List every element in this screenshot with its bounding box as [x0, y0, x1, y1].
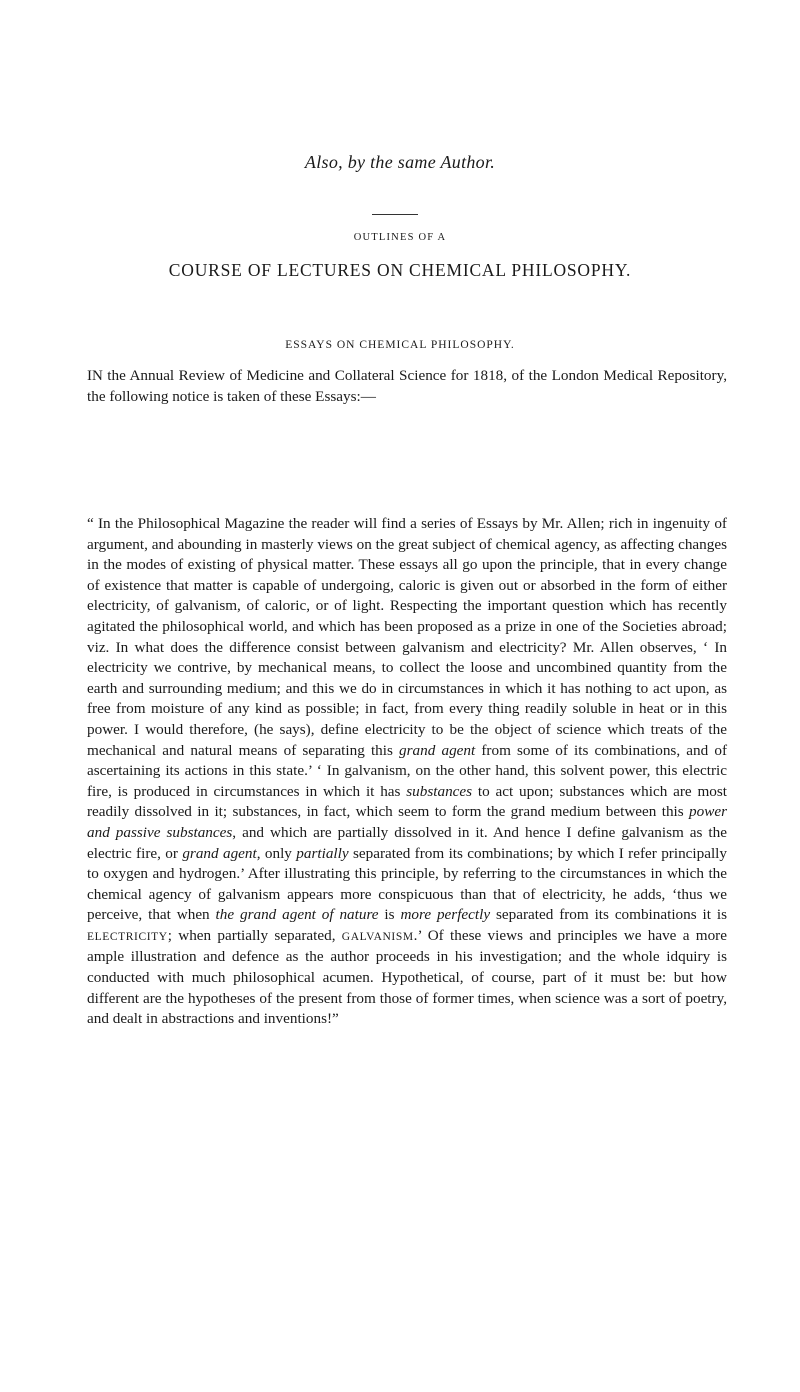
- quote-emphasis: grand agent: [182, 844, 257, 862]
- intro-paragraph: [87, 366, 727, 407]
- quote-emphasis: more perfectly: [400, 906, 491, 924]
- intro-first-word: IN: [87, 368, 103, 384]
- outlines-heading: OUTLINES OF A: [353, 232, 447, 243]
- quote-emphasis: power and passive substances: [87, 803, 727, 841]
- divider-rule: [372, 214, 418, 215]
- quote-small-caps: ELECTRICITY: [87, 930, 168, 943]
- quote-segment: ; when partially separated,: [167, 926, 342, 944]
- quote-segment: is: [378, 906, 401, 924]
- essays-heading: ESSAYS ON CHEMICAL PHILOSOPHY.: [285, 339, 515, 351]
- quote-emphasis: partially: [296, 844, 349, 862]
- quote-segment: “ In the Philosophical Magazine the reader will find a series of Essays by Mr. Allen; rich in ingenuity of argument, and abounding in masterly views on the great subject of chemical agency, as affecting changes in the modes of existing of physical matter. These essays all go upon the principle, that in every change of existence that matter is capable of undergoing, caloric is given out or absorbed in the form of either electricity, of galvanism, of caloric, or of light. Respecting the important question which has recently agitated the philosophical world, and which has been proposed as a prize in one of the Societies abroad; viz. In what does the difference consist between galvanism and electricity? Mr. Allen observes, ‘ In electricity we contrive, by mechanical means, to collect the loose and uncombined quantity from the earth and surrounding medium; and this we do in circumstances in which it has nothing to act upon, as free from moisture of any kind as possible; in fact, from every thing readily soluble in heat or in this power. I would therefore, (he says), define electricity to be the object of science which treats of the mechanical and natural means of separating this: [87, 515, 727, 759]
- quote-emphasis: substances: [406, 782, 473, 800]
- quote-segment: separated from its combinations it is: [490, 906, 727, 924]
- quote-segment: to act upon; substances which are most readily dissolved in it; substances, in fact, which seem to form the grand medium between this: [87, 782, 727, 821]
- quote-emphasis: grand agent: [399, 741, 476, 759]
- byline: Also, by the same Author.: [304, 152, 496, 172]
- quote-segment: , only: [256, 844, 297, 862]
- intro-text: the Annual Review of Medicine and Collateral Science for 1818, of the London Medical Repository, the following notice is taken of these Essays:—: [87, 367, 727, 405]
- review-quote-paragraph: [87, 514, 727, 1030]
- quote-segment: .’ Of these views and principles we have a more ample illustration and defence as the author proceeds in his investigation; and the whole idquiry is conducted with much philosophical acumen. Hypothetical, of course, part of it must be: but how different are the hypotheses of the present from those of former times, when science was a sort of poetry, and dealt in abstractions and inventions!”: [87, 926, 727, 1028]
- quote-segment: separated from its combinations; by which I refer principally to oxygen and hydrogen.’ After illustrating this principle, by referring to the circumstances in which the chemical agency of galvanism appears more conspicuous than that of electricity, he adds, ‘thus we perceive, that when: [87, 844, 727, 924]
- quote-emphasis: the grand agent of nature: [215, 906, 379, 924]
- quote-segment: from some of its combinations, and of ascertaining its actions in this state.’ ‘ In galvanism, on the other hand, this solvent power, this electric fire, is produced in circumstances in which it has: [87, 741, 728, 800]
- quote-segment: , and which are partially dissolved in it. And hence I define galvanism as the electric fire, or: [87, 823, 727, 862]
- course-heading: COURSE OF LECTURES ON CHEMICAL PHILOSOPHY.: [168, 260, 632, 280]
- quote-small-caps: GALVANISM: [341, 930, 414, 943]
